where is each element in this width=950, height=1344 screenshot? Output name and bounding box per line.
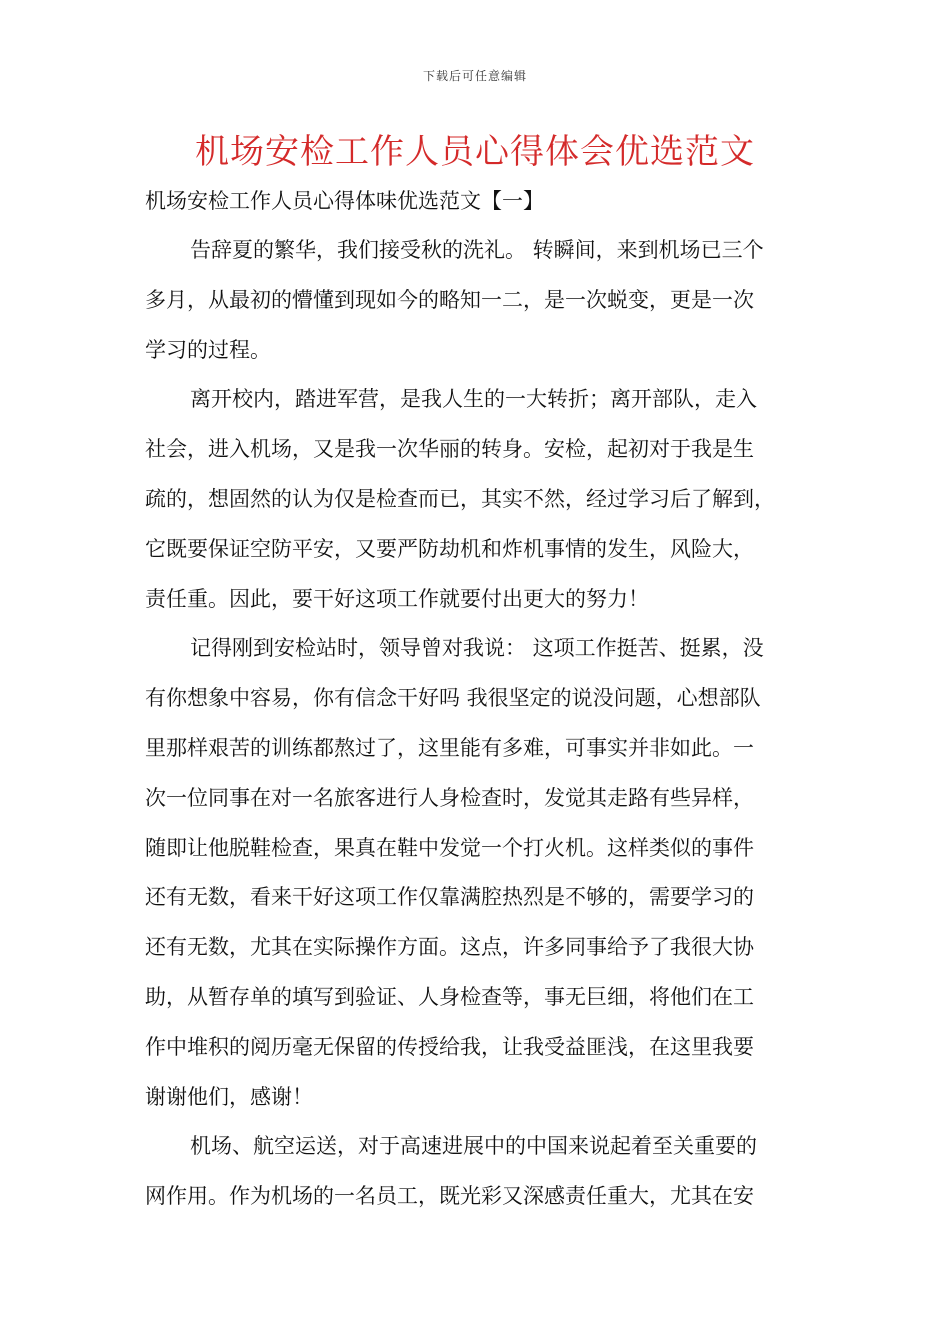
text-line: 多月，从最初的懵懂到现如今的略知一二，是一次蜕变，更是一次 [145,287,754,312]
text-line: 责任重。因此，要干好这项工作就要付出更大的努力！ [145,586,649,611]
text-line: 记得刚到安检站时，领导曾对我说： 这项工作挺苦、挺累，没 [190,636,764,661]
text-line: 次一位同事在对一名旅客进行人身检查时，发觉其走路有些异样， [145,785,754,810]
paragraph-3 [145,628,810,1126]
text-line: 它既要保证空防平安，又要严防劫机和炸机事情的发生，风险大， [145,536,754,561]
text-line: 有你想象中容易，你有信念干好吗 我很坚定的说没问题，心想部队 [145,686,761,711]
document-body [145,230,810,1226]
text-line: 助，从暂存单的填写到验证、人身检查等，事无巨细，将他们在工 [145,984,754,1009]
text-line: 学习的过程。 [145,337,271,362]
paragraph-2 [145,379,810,628]
paragraph-4 [145,1126,810,1226]
document-title: 机场安检工作人员心得体会优选范文 [195,132,755,172]
text-line: 社会，进入机场，又是我一次华丽的转身。安检，起初对于我是生 [145,437,754,462]
text-line: 还有无数，尤其在实际操作方面。这点，许多同事给予了我很大协 [145,935,754,960]
text-line: 里那样艰苦的训练都熬过了，这里能有多难，可事实并非如此。一 [145,735,754,760]
text-line: 作中堆积的阅历毫无保留的传授给我，让我受益匪浅，在这里我要 [145,1034,754,1059]
text-line: 还有无数，看来干好这项工作仅靠满腔热烈是不够的，需要学习的 [145,885,754,910]
paragraph-1 [145,230,810,379]
text-line: 随即让他脱鞋检查，果真在鞋中发觉一个打火机。这样类似的事件 [145,835,754,860]
header-note: 下载后可任意编辑 [422,69,527,83]
text-line: 机场、航空运送，对于高速进展中的中国来说起着至关重要的 [190,1134,757,1159]
text-line: 网作用。作为机场的一名员工，既光彩又深感责任重大，尤其在安 [145,1184,754,1209]
text-line: 离开校内，踏进军营，是我人生的一大转折；离开部队，走入 [190,387,757,412]
document-subtitle: 机场安检工作人员心得体味优选范文【一】 [145,189,544,213]
text-line: 疏的，想固然的认为仅是检查而已，其实不然，经过学习后了解到， [145,486,775,511]
text-line: 告辞夏的繁华，我们接受秋的洗礼。 转瞬间，来到机场已三个 [190,238,764,262]
text-line: 谢谢他们，感谢！ [145,1084,313,1109]
